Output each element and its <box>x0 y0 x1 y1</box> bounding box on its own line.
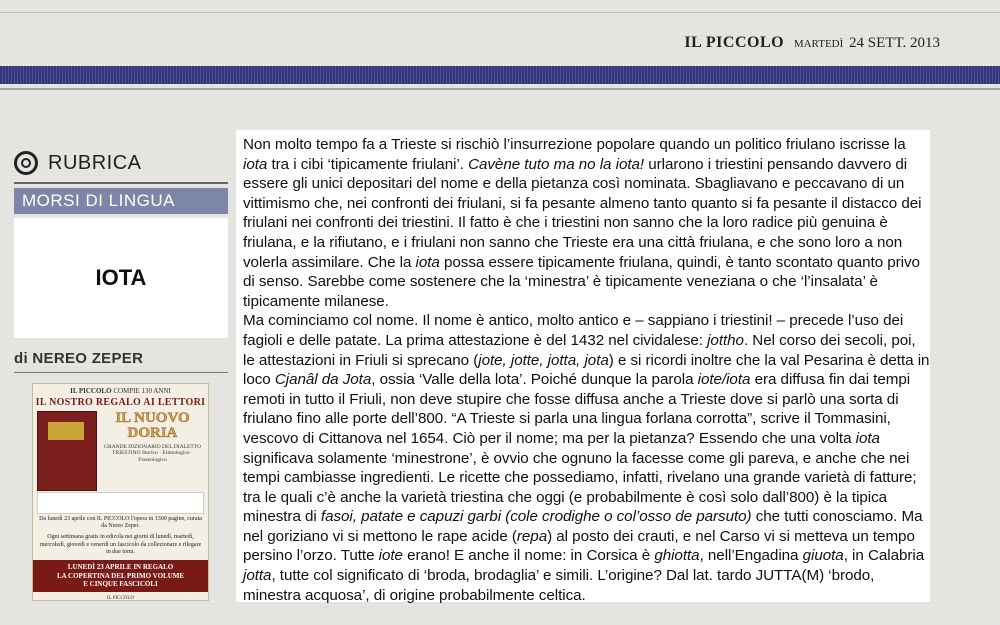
ad-book-title-2: DORIA <box>127 425 178 441</box>
ad-book-title-1: IL NUOVO <box>115 410 190 426</box>
rubrica-header <box>14 148 228 178</box>
promo-advertisement <box>32 383 209 601</box>
ad-red-banner <box>33 560 208 592</box>
header-rule <box>0 88 1000 90</box>
italic-term: Cjanâl da Jota <box>274 371 372 389</box>
ad-red-line-2: LA COPERTINA DEL PRIMO VOLUME <box>56 571 185 580</box>
italic-term: jotta <box>243 567 272 585</box>
rubrica-divider <box>14 182 228 184</box>
ad-red-line-3: E CINQUE FASCICOLI <box>83 580 158 589</box>
text-run: , nell’Engadina <box>699 547 803 565</box>
text-run: , tutte col significato di ‘broda, brodaglia’ e simili. L’origine? Dal lat. tardo JUTTA(M) ‘brodo, minestra acquosa’, di origine probabilmente celtica. <box>243 567 875 604</box>
ad-headline: IL NOSTRO REGALO AI LETTORI <box>35 397 206 408</box>
italic-term: iota <box>243 155 268 173</box>
text-run: tra i cibi ‘tipicamente friulani’. <box>267 155 469 173</box>
italic-term: iota <box>415 253 440 271</box>
ad-book-info <box>97 411 204 489</box>
section-title: MORSI DI LINGUA <box>14 188 228 214</box>
italic-term: iota <box>855 429 880 447</box>
text-run: , ossia ‘Valle della lota’. Poiché dunque la parola <box>371 371 698 389</box>
text-run: Ma cominciamo col nome. Il nome è antico, molto antico e – sappiano i triestini! – precede l’uso dei fagioli e delle patate. La prima attestazione è del 1432 nel cividalese: <box>243 312 904 349</box>
target-icon <box>14 151 38 175</box>
text-run: che tutti conosciamo. Ma nel goriziano vi si mettono le rape acide ( <box>243 508 923 545</box>
article-paragraph-1 <box>243 135 930 311</box>
article-paragraph-2 <box>243 311 930 605</box>
italic-term: iote <box>378 547 403 565</box>
italic-term: giuota <box>802 547 844 565</box>
ad-body-2: Ogni settimana gratis in edicola nei giorni di lunedì, martedì, mercoledì, giovedì e venerdì un fascicolo da collezionare e rilegare in due tomi. <box>39 534 202 555</box>
italic-term: Cavène tuto ma no la iota! <box>468 155 645 173</box>
italic-term: repa <box>516 527 548 545</box>
author-byline: di NEREO ZEPER <box>14 350 144 367</box>
text-run: ) e si ricordi inoltre che la val Pesarina è detta in loco <box>243 351 930 389</box>
newspaper-name: IL PICCOLO <box>684 34 785 51</box>
ad-sponsor-logos: IL PICCOLO <box>106 596 135 601</box>
text-run: erano! E anche il nome: in Corsica è <box>402 547 655 565</box>
text-run: significava solamente ‘minestrone’, è ovvio che ognuno la facesse come gli pareva, e anche che nei tempi cambiasse ingredienti. Le ricette che possediamo, infatti, rivelano una grande varietà di fatture; tra le quali c’è anche la varietà triestina che oggi (e probabilmente è così solo dall’800) è la tipica minestra di <box>243 449 917 526</box>
article-body <box>236 130 930 602</box>
open-book-image <box>37 492 204 514</box>
masthead-day: martedì <box>793 35 844 51</box>
masthead <box>684 34 940 52</box>
rubrica-label: RUBRICA <box>48 151 142 174</box>
book-cover-image <box>37 411 97 491</box>
ad-red-line-1: LUNEDÌ 23 APRILE IN REGALO <box>67 562 174 571</box>
ad-book-subtitle: GRANDE DIZIONARIO DEL DIALETTO TRIESTINO Storico · Etimologico · Fraseologico <box>104 444 201 463</box>
ad-brand: IL PICCOLO <box>70 387 112 395</box>
italic-term: ghiotta <box>654 547 700 565</box>
ad-body-1: Da lunedì 23 aprile con IL PICCOLO l'opera in 1300 pagine, curata da Nereo Zeper. <box>39 516 202 530</box>
ad-book-block <box>33 408 208 492</box>
ad-anniversary: COMPIE 130 ANNI <box>113 387 171 395</box>
ad-top-line <box>33 384 208 395</box>
italic-term: jottho <box>707 331 744 349</box>
text-run: , in Calabria <box>843 547 925 565</box>
masthead-date: 24 SETT. 2013 <box>849 35 940 51</box>
text-run: ) al posto dei crauti, e nel Carso vi si metteva un tempo persino l’orzo. Tutte <box>243 527 915 565</box>
text-run: Non molto tempo fa a Trieste si rischiò l’insurrezione popolare quando un politico friulano iscrisse la <box>243 136 906 153</box>
text-run: urlarono i triestini pensando davvero di essere gli unici depositari del nome e della pietanza così nominata. Sbagliavano e peccavano di un vittimismo che, nei confronti dei friulani, si fa pesante almeno tanto quanto si fa pesante il distacco dei friulani nei confronti dei triestini. Il fatto è che i triestini non sanno che la loro radice più genuina è friulana, e la rifiutano, e i friulani non sanno che Trieste era una città friulana, e che sono loro a non volerla assimilare. Che la <box>243 155 922 271</box>
top-rule <box>0 12 1000 13</box>
text-run: . Nel corso dei secoli, poi, le attestazioni in Friuli si sprecano ( <box>243 331 916 369</box>
italic-term: fasoi, patate e capuzi garbi (cole crodighe o col’osso de parsuto) <box>320 508 752 526</box>
text-run: possa essere tipicamente friulana, quindi, è tanto scontato quanto privo di senso. Sarebbe come sostenere che la ‘minestra’ è tipicamente veneziana o che ‘l’insalata’ è tipicamente milanese. <box>243 253 920 310</box>
author-divider <box>14 372 228 373</box>
text-run: era diffusa fin dai tempi remoti in tutto il Friuli, non deve stupire che fosse diffusa anche a Trieste dove si parlò una sorta di friulano fino alle porte dell’800. “A Trieste si parla una lingua forlana corrotta”, scrive il Tommasini, vescovo di Cittanova nel 1654. Ciò per il nome; ma per la pietanza? Essendo che una volta <box>243 371 911 447</box>
italic-term: iote/iota <box>697 371 751 389</box>
italic-term: jote, jotte, jotta, jota <box>478 351 609 369</box>
header-stripe <box>0 66 1000 84</box>
article-title: IOTA <box>14 218 228 338</box>
